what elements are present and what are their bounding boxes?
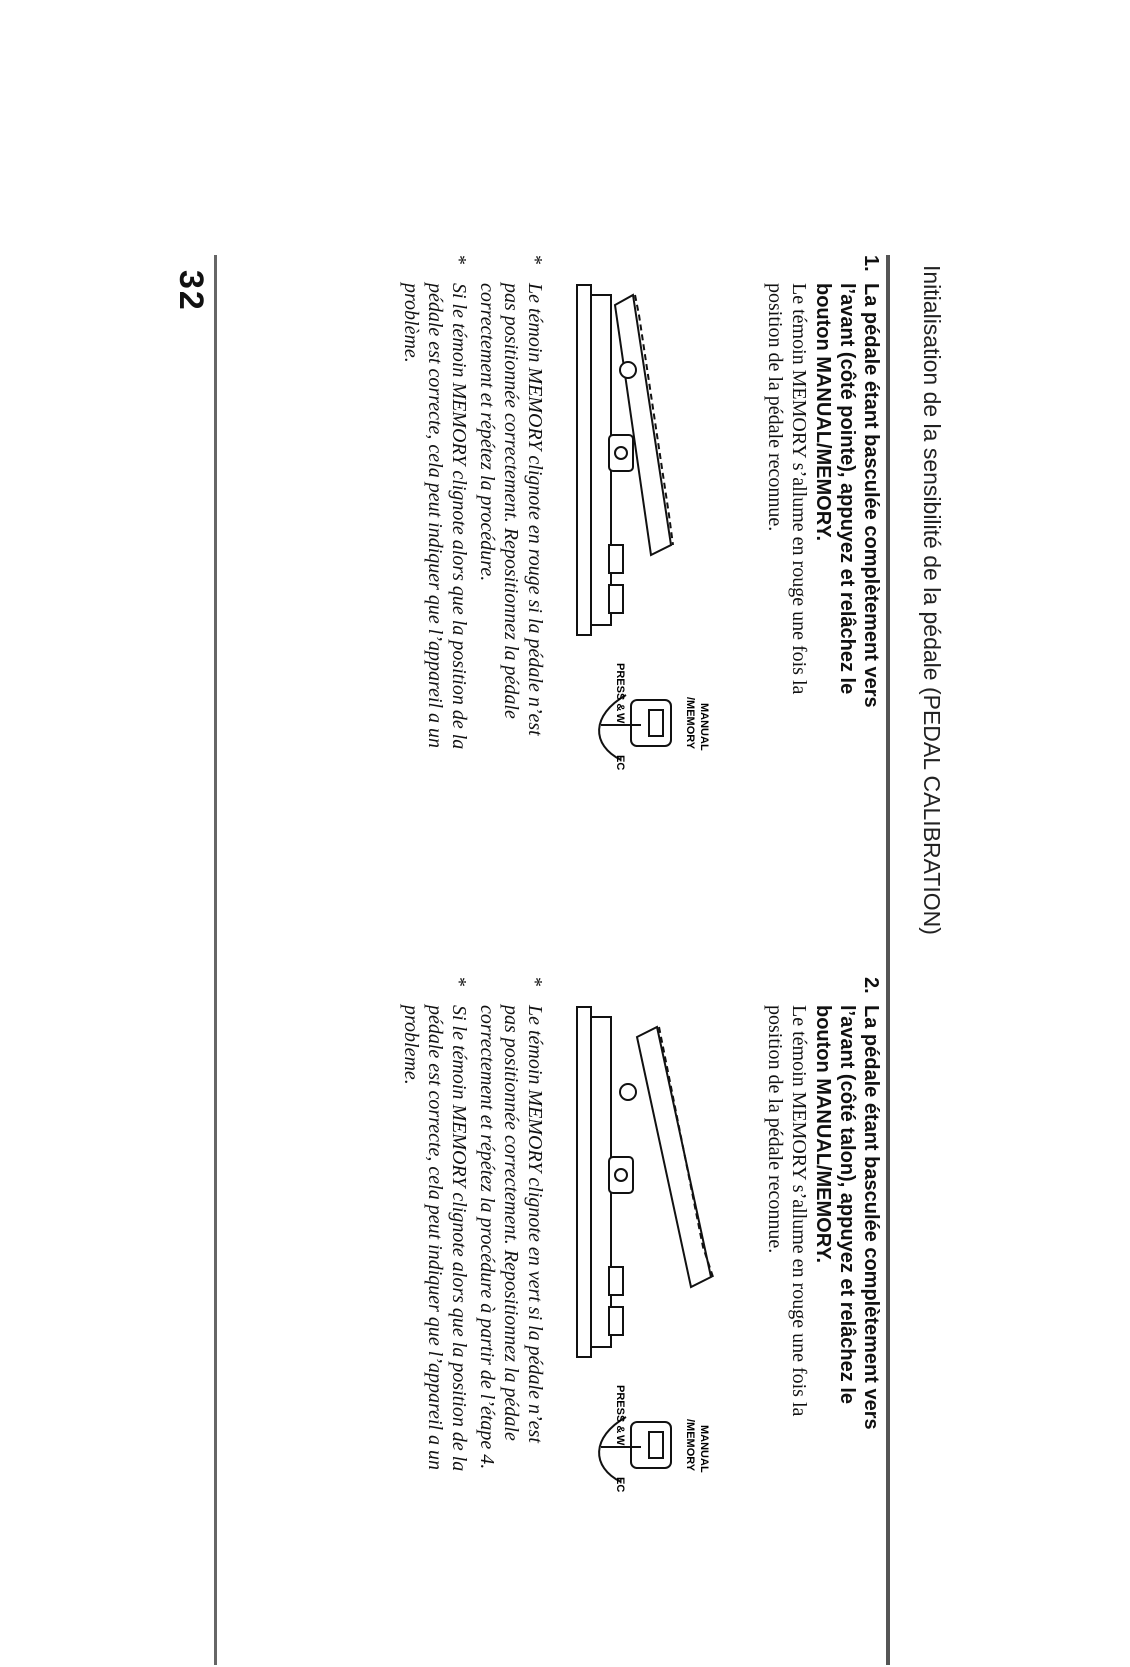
step-2-note-1 (475, 977, 547, 1475)
note-star: * (524, 255, 546, 265)
step-2-note-2-text: Si le témoin MEMORY clignote alors que la position de la pédale est correcte, cela peut indiquer que l’appareil a un probleme. (400, 1005, 470, 1472)
note-star: * (524, 977, 546, 987)
page-number: 32 (172, 270, 210, 312)
button-press-label: PRESS & (614, 663, 626, 712)
step-1-note-1-text: Le témoin MEMORY clignote en rouge si la pédale n’est pas positionnée correctement. Repositionnez la pédale correctement et répétez la procédure. (476, 283, 546, 736)
button-press-label-small: W (614, 1435, 626, 1446)
button-sec-label: EC (614, 755, 626, 771)
button-label-line1: MANUAL (698, 703, 710, 751)
pedal-toe-down-icon (551, 255, 741, 945)
step-2-illustration (551, 977, 741, 1667)
step-2-note-2 (399, 977, 471, 1475)
button-label-line2: /MEMORY (684, 697, 696, 750)
step-1-note-2-text: Si le témoin MEMORY clignote alors que la position de la pédale est correcte, cela peut indiquer que l’appareil a un problème. (400, 283, 470, 750)
step-2-note-1-text: Le témoin MEMORY clignote en vert si la pédale n’est pas positionnée correctement. Repositionnez la pédale correctement et répétez la procédure à partir de l’étape 4. (476, 1005, 546, 1470)
button-sec-label: EC (614, 1477, 626, 1493)
step-1-number: 1. (860, 255, 882, 272)
top-rule (886, 255, 890, 1665)
button-press-label-small: W (614, 713, 626, 724)
button-press-label: PRESS & (614, 1385, 626, 1434)
step-2-body: Le témoin MEMORY s’allume en rouge une fois la position de la pédale reconnue. (764, 1005, 810, 1417)
step-2-instruction-text: La pédale étant basculée complètement vers l’avant (côté talon), appuyez et relâchez le bouton MANUAL/MEMORY. (812, 1005, 882, 1430)
pedal-heel-down-icon (551, 977, 741, 1667)
step-2-number: 2. (860, 977, 882, 994)
step-2-instruction (811, 977, 883, 1445)
page-title: Initialisation de la sensibilité de la pédale (PEDAL CALIBRATION) (919, 265, 945, 935)
button-label-line2: /MEMORY (684, 1419, 696, 1472)
bottom-rule (214, 255, 217, 1665)
step-1-column (399, 255, 883, 945)
note-star: * (448, 977, 470, 987)
step-1-body: Le témoin MEMORY s’allume en rouge une fois la position de la pédale reconnue. (764, 283, 810, 695)
step-1-illustration (551, 255, 741, 945)
step-1-note-2 (399, 255, 471, 753)
button-label-line1: MANUAL (698, 1425, 710, 1473)
rotated-page (172, 255, 945, 1665)
step-1-note-1 (475, 255, 547, 753)
step-1-instruction (811, 255, 883, 723)
note-star: * (448, 255, 470, 265)
step-1-instruction-text: La pédale étant basculée complètement vers l’avant (côté pointe), appuyez et relâchez le bouton MANUAL/MEMORY. (812, 283, 882, 708)
step-2-column (399, 977, 883, 1667)
